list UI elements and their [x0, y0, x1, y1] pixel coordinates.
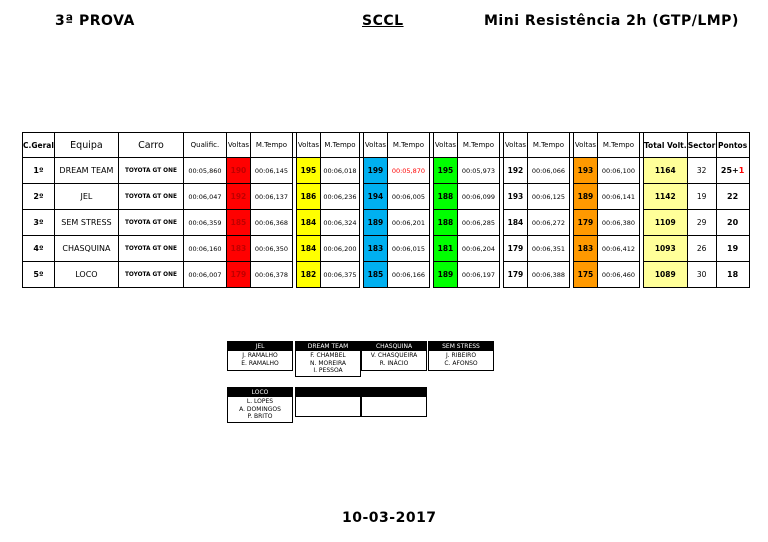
stint-best-time-cell: 00:06,351 [527, 236, 569, 262]
header-car: Carro [118, 133, 183, 158]
stint-best-time-cell: 00:06,375 [320, 262, 359, 288]
stint-best-time-cell: 00:06,015 [387, 236, 429, 262]
header-points: Pontos [716, 133, 749, 158]
driver-name: P. BRITO [247, 413, 273, 420]
stint-laps-cell: 192 [503, 158, 527, 184]
stint-best-time-cell: 00:06,324 [320, 210, 359, 236]
qualifying-cell: 00:06,359 [183, 210, 226, 236]
roster-team-name: DREAM TEAM [296, 342, 360, 351]
table-row [23, 158, 750, 184]
header-laps: Voltas [363, 133, 387, 158]
team-cell: SEM STRESS [54, 210, 118, 236]
total-laps-cell: 1164 [643, 158, 687, 184]
roster-drivers [362, 397, 426, 416]
roster-team-name [362, 388, 426, 397]
points-value: 19 [727, 244, 739, 253]
roster-team-name [296, 388, 360, 397]
stint-best-time-cell: 00:06,350 [250, 236, 292, 262]
stint-best-time-cell: 00:06,388 [527, 262, 569, 288]
roster-team-name: SEM STRESS [429, 342, 493, 351]
points-cell [716, 158, 749, 184]
roster-team-name: CHASQUINA [362, 342, 426, 351]
team-roster [361, 341, 427, 371]
car-cell: TOYOTA GT ONE [118, 184, 183, 210]
stint-best-time-cell: 00:06,201 [387, 210, 429, 236]
points-bonus: 1 [738, 166, 745, 175]
stint-laps-cell: 183 [573, 236, 597, 262]
table-row [23, 262, 750, 288]
stint-best-time-cell: 00:06,378 [250, 262, 292, 288]
points-cell [716, 184, 749, 210]
header-best-time: M.Tempo [387, 133, 429, 158]
stint-best-time-cell: 00:06,145 [250, 158, 292, 184]
stint-best-time-cell: 00:06,066 [527, 158, 569, 184]
team-roster [295, 387, 361, 417]
stint-best-time-cell: 00:06,100 [597, 158, 639, 184]
driver-name: I. PESSOA [313, 367, 343, 374]
driver-name: R. INÁCIO [379, 359, 409, 367]
stint-best-time-cell: 00:06,141 [597, 184, 639, 210]
driver-name: J. RIBEIRO [445, 352, 477, 359]
stint-best-time-cell: 00:06,125 [527, 184, 569, 210]
stint-laps-cell: 195 [296, 158, 320, 184]
roster-drivers [296, 351, 360, 376]
driver-name: A. DOMINGOS [239, 405, 281, 413]
stint-laps-cell: 175 [573, 262, 597, 288]
header-sector: Sector [687, 133, 716, 158]
header-laps: Voltas [296, 133, 320, 158]
stint-best-time-cell: 00:06,412 [597, 236, 639, 262]
table-row [23, 210, 750, 236]
stint-laps-cell: 189 [573, 184, 597, 210]
total-laps-cell: 1093 [643, 236, 687, 262]
header-best-time: M.Tempo [527, 133, 569, 158]
qualifying-cell: 00:05,860 [183, 158, 226, 184]
position-cell: 3º [23, 210, 55, 236]
stint-laps-cell: 199 [363, 158, 387, 184]
stint-best-time-cell: 00:06,018 [320, 158, 359, 184]
qualifying-cell: 00:06,160 [183, 236, 226, 262]
team-cell: JEL [54, 184, 118, 210]
stint-best-time-cell: 00:06,380 [597, 210, 639, 236]
car-cell: TOYOTA GT ONE [118, 158, 183, 184]
sector-cell: 19 [687, 184, 716, 210]
stint-laps-cell: 193 [503, 184, 527, 210]
position-cell: 2º [23, 184, 55, 210]
stint-best-time-cell: 00:06,368 [250, 210, 292, 236]
stint-laps-cell: 189 [363, 210, 387, 236]
stint-best-time-cell: 00:06,285 [457, 210, 499, 236]
roster-team-name: LOCO [228, 388, 292, 397]
stint-best-time-cell: 00:05,973 [457, 158, 499, 184]
sector-cell: 30 [687, 262, 716, 288]
roster-drivers [228, 351, 292, 370]
header-laps: Voltas [503, 133, 527, 158]
header-best-time: M.Tempo [457, 133, 499, 158]
points-cell [716, 236, 749, 262]
stint-laps-cell: 181 [433, 236, 457, 262]
points-value: 18 [727, 270, 739, 279]
stint-laps-cell: 184 [296, 236, 320, 262]
header-best-time: M.Tempo [597, 133, 639, 158]
race-number: 3ª PROVA [55, 13, 135, 29]
car-cell: TOYOTA GT ONE [118, 262, 183, 288]
header-best-time: M.Tempo [320, 133, 359, 158]
driver-name: C. AFONSO [444, 359, 478, 367]
stint-best-time-cell: 00:06,005 [387, 184, 429, 210]
team-cell: DREAM TEAM [54, 158, 118, 184]
stint-laps-cell: 182 [296, 262, 320, 288]
stint-laps-cell: 188 [433, 184, 457, 210]
points-value: 22 [727, 192, 739, 201]
team-cell: LOCO [54, 262, 118, 288]
team-roster [227, 387, 293, 423]
stint-laps-cell: 185 [363, 262, 387, 288]
points-cell [716, 262, 749, 288]
position-cell: 4º [23, 236, 55, 262]
stint-laps-cell: 193 [573, 158, 597, 184]
header-class: C.Geral [23, 133, 55, 158]
roster-drivers [228, 397, 292, 422]
stint-best-time-cell: 00:05,870 [387, 158, 429, 184]
points-value: 20 [727, 218, 739, 227]
stint-laps-cell: 179 [503, 236, 527, 262]
header-laps: Voltas [433, 133, 457, 158]
car-cell: TOYOTA GT ONE [118, 236, 183, 262]
stint-laps-cell: 183 [226, 236, 250, 262]
stint-laps-cell: 190 [226, 158, 250, 184]
position-cell: 1º [23, 158, 55, 184]
total-laps-cell: 1142 [643, 184, 687, 210]
stint-laps-cell: 195 [433, 158, 457, 184]
stint-best-time-cell: 00:06,204 [457, 236, 499, 262]
stint-laps-cell: 179 [573, 210, 597, 236]
stint-laps-cell: 185 [226, 210, 250, 236]
stint-best-time-cell: 00:06,137 [250, 184, 292, 210]
table-header-row [23, 133, 750, 158]
stint-laps-cell: 192 [226, 184, 250, 210]
team-roster [227, 341, 293, 371]
roster-drivers [296, 397, 360, 416]
sector-cell: 29 [687, 210, 716, 236]
driver-name: E. RAMALHO [241, 359, 279, 367]
stint-best-time-cell: 00:06,272 [527, 210, 569, 236]
team-cell: CHASQUINA [54, 236, 118, 262]
total-laps-cell: 1109 [643, 210, 687, 236]
event-title: Mini Resistência 2h (GTP/LMP) [484, 13, 739, 29]
stint-best-time-cell: 00:06,200 [320, 236, 359, 262]
stint-laps-cell: 179 [503, 262, 527, 288]
team-roster [428, 341, 494, 371]
header-laps: Voltas [226, 133, 250, 158]
stint-laps-cell: 184 [296, 210, 320, 236]
stint-laps-cell: 183 [363, 236, 387, 262]
stint-laps-cell: 179 [226, 262, 250, 288]
stint-laps-cell: 184 [503, 210, 527, 236]
stint-best-time-cell: 00:06,236 [320, 184, 359, 210]
table-row [23, 184, 750, 210]
stint-laps-cell: 186 [296, 184, 320, 210]
sector-cell: 32 [687, 158, 716, 184]
team-roster [361, 387, 427, 417]
car-cell: TOYOTA GT ONE [118, 210, 183, 236]
results-table [22, 132, 750, 288]
team-roster [295, 341, 361, 377]
points-cell [716, 210, 749, 236]
driver-name: F. CHAMBEL [310, 352, 346, 359]
stint-best-time-cell: 00:06,099 [457, 184, 499, 210]
total-laps-cell: 1089 [643, 262, 687, 288]
driver-name: N. MOREIRA [310, 359, 346, 367]
roster-drivers [429, 351, 493, 370]
header-best-time: M.Tempo [250, 133, 292, 158]
header-team: Equipa [54, 133, 118, 158]
header-qualification: Qualific. [183, 133, 226, 158]
club-name: SCCL [362, 13, 404, 29]
stint-laps-cell: 189 [433, 262, 457, 288]
driver-name: J. RAMALHO [242, 352, 278, 359]
stint-best-time-cell: 00:06,197 [457, 262, 499, 288]
sector-cell: 26 [687, 236, 716, 262]
footer-date: 10-03-2017 [342, 510, 437, 526]
roster-team-name: JEL [228, 342, 292, 351]
qualifying-cell: 00:06,007 [183, 262, 226, 288]
roster-drivers [362, 351, 426, 370]
header-total-laps: Total Volt. [643, 133, 687, 158]
driver-name: V. CHASQUEIRA [370, 352, 418, 359]
qualifying-cell: 00:06,047 [183, 184, 226, 210]
driver-name: L. LOPES [246, 398, 274, 405]
header-laps: Voltas [573, 133, 597, 158]
stint-best-time-cell: 00:06,460 [597, 262, 639, 288]
table-row [23, 236, 750, 262]
stint-laps-cell: 194 [363, 184, 387, 210]
stint-best-time-cell: 00:06,166 [387, 262, 429, 288]
points-value: 25+ [720, 166, 739, 175]
position-cell: 5º [23, 262, 55, 288]
stint-laps-cell: 188 [433, 210, 457, 236]
